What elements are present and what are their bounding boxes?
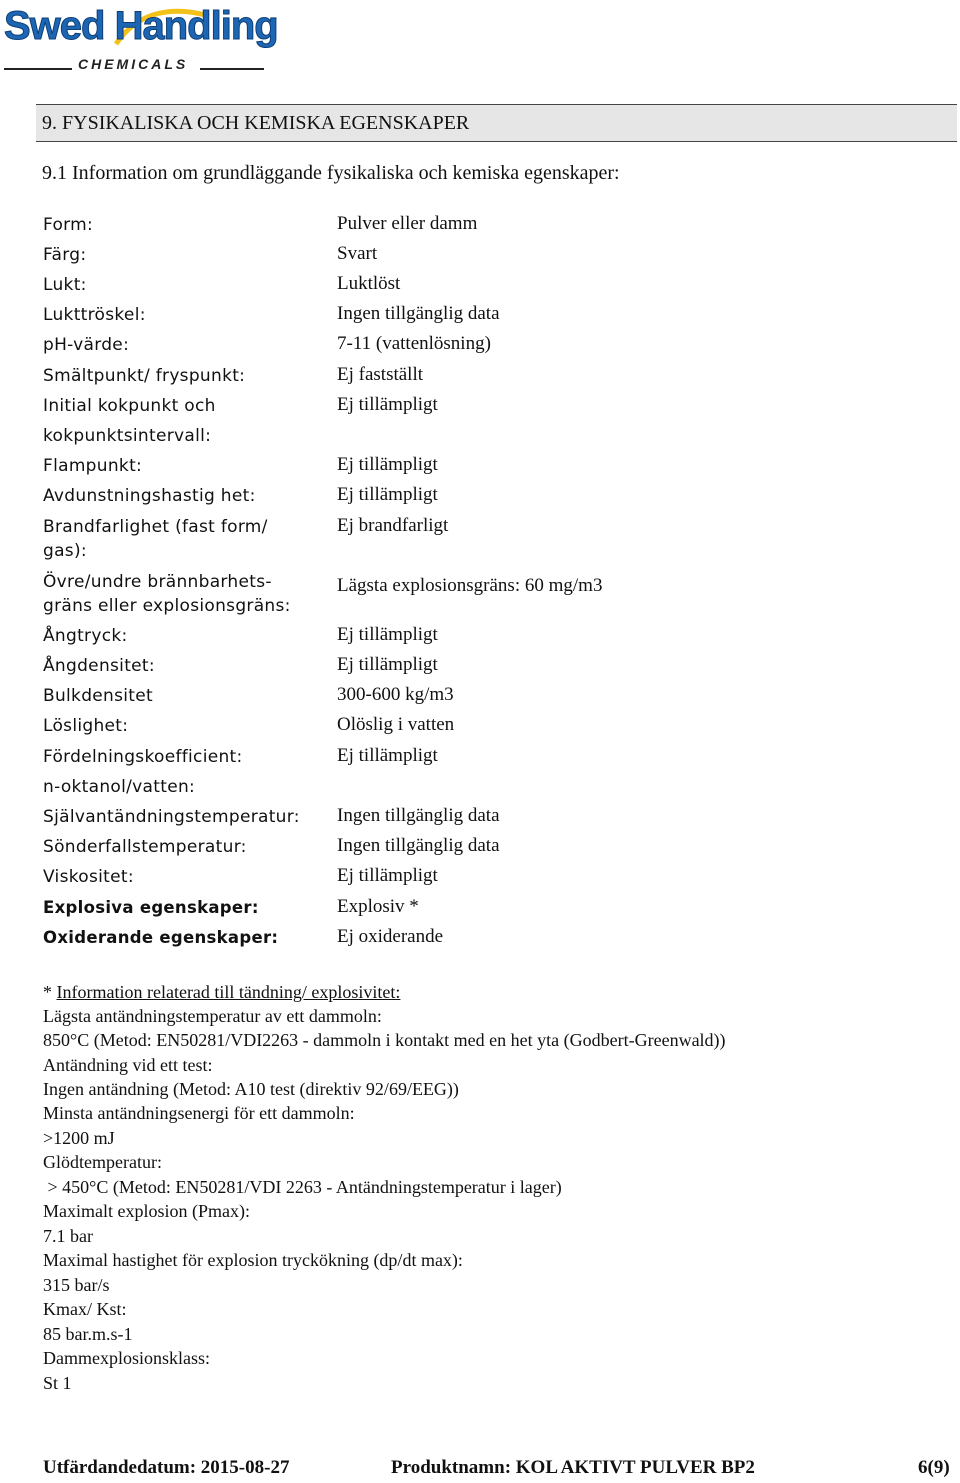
property-value: Ej brandfarligt [337,515,449,536]
property-label: Explosiva egenskaper: [43,898,259,917]
note-line: Ingen antändning (Metod: A10 test (direktiv 92/69/EEG)) [43,1079,459,1099]
notes-heading [43,982,400,1003]
note-line: Maximal hastighet för explosion tryckökning (dp/dt max): [43,1250,463,1270]
property-label: Flampunkt: [43,456,143,476]
property-label: Form: [43,215,94,235]
property-label: Oxiderande egenskaper: [43,928,279,947]
note-line: Glödtemperatur: [43,1152,162,1172]
property-label: Sönderfallstemperatur: [43,837,247,857]
product-name-value: : KOL AKTIVT PULVER BP2 [504,1457,755,1478]
logo-line-left [4,68,72,70]
logo-subtitle: CHEMICALS [78,56,189,72]
note-line: Antändning vid ett test: [43,1055,213,1075]
property-label: pH-värde: [43,335,130,355]
note-line: Lägsta antändningstemperatur av ett dammoln: [43,1006,382,1026]
footer-product-name [391,1457,755,1479]
property-label: Lukttröskel: [43,305,146,325]
property-value: Ej tillämpligt [337,745,438,766]
property-label: Fördelningskoefficient: [43,747,243,767]
note-line: Kmax/ Kst: [43,1299,127,1319]
section-header-bar [36,104,957,142]
footer-issue-date [43,1457,289,1479]
note-line: 850°C (Metod: EN50281/VDI2263 - dammoln i kontakt med en het yta (Godbert-Greenwald)) [43,1030,726,1050]
property-label-continued: n-oktanol/vatten: [43,777,196,797]
logo-line-right [200,68,264,70]
property-label: Bulkdensitet [43,686,153,706]
property-value: Ej tillämpligt [337,865,438,886]
property-label: Självantändningstemperatur: [43,807,300,827]
property-value: Ingen tillgänglig data [337,303,500,324]
note-line: > 450°C (Metod: EN50281/VDI 2263 - Antändningstemperatur i lager) [43,1177,562,1197]
issue-date-colon-value: : 2015-08-27 [189,1457,290,1478]
property-value: Ej oxiderande [337,926,444,947]
note-line: Minsta antändningsenergi för ett dammoln: [43,1103,355,1123]
property-value: Svart [337,243,378,264]
property-value: Ej tillämpligt [337,484,438,505]
property-label: Övre/undre brännbarhets- [43,572,272,592]
property-value: Ingen tillgänglig data [337,835,500,856]
property-label: Avdunstningshastig het: [43,486,256,506]
property-value: 300-600 kg/m3 [337,684,454,705]
property-value: Ej tillämpligt [337,454,438,475]
property-label: Lukt: [43,275,87,295]
property-label: Ångdensitet: [43,656,155,676]
property-value: Ej tillämpligt [337,394,438,415]
property-label-continued: gräns eller explosionsgräns: [43,596,291,616]
property-label-continued: kokpunktsintervall: [43,426,212,446]
logo-wordmark: Swed Handling [4,4,278,48]
footer-page-number: 6(9) [918,1457,950,1478]
property-value: Ej tillämpligt [337,624,438,645]
property-label: Viskositet: [43,867,134,887]
company-logo [4,4,278,74]
property-value: 7-11 (vattenlösning) [337,333,491,354]
property-value: Ingen tillgänglig data [337,805,500,826]
note-line: 315 bar/s [43,1275,110,1295]
property-label: Löslighet: [43,716,129,736]
property-label: Brandfarlighet (fast form/ [43,517,268,537]
section-title: 9. FYSIKALISKA OCH KEMISKA EGENSKAPER [42,112,470,134]
note-line: Dammexplosionsklass: [43,1348,210,1368]
note-line: Maximalt explosion (Pmax): [43,1201,250,1221]
note-line: 85 bar.m.s-1 [43,1324,133,1344]
property-value: Luktlöst [337,273,401,294]
property-value: Olöslig i vatten [337,714,455,735]
notes-heading-text: Information relaterad till tändning/ explosivitet: [56,982,401,1002]
property-value: Ej tillämpligt [337,654,438,675]
note-line: >1200 mJ [43,1128,115,1148]
property-value: Pulver eller damm [337,213,478,234]
property-label: Smältpunkt/ fryspunkt: [43,366,246,386]
property-value: Explosiv * [337,896,419,917]
property-label: Initial kokpunkt och [43,396,216,416]
property-label: Ångtryck: [43,626,128,646]
property-label: Färg: [43,245,87,265]
property-value: Lägsta explosionsgräns: 60 mg/m3 [337,575,603,596]
notes-asterisk: * [43,982,57,1002]
issue-date-label: Utfärdandedatum [43,1457,190,1478]
property-value: Ej fastställt [337,364,424,385]
note-line: St 1 [43,1373,72,1393]
product-name-label: Produktnamn [391,1457,505,1478]
note-line: 7.1 bar [43,1226,93,1246]
subsection-title: 9.1 Information om grundläggande fysikaliska och kemiska egenskaper: [42,162,620,184]
property-label-continued: gas): [43,541,87,561]
